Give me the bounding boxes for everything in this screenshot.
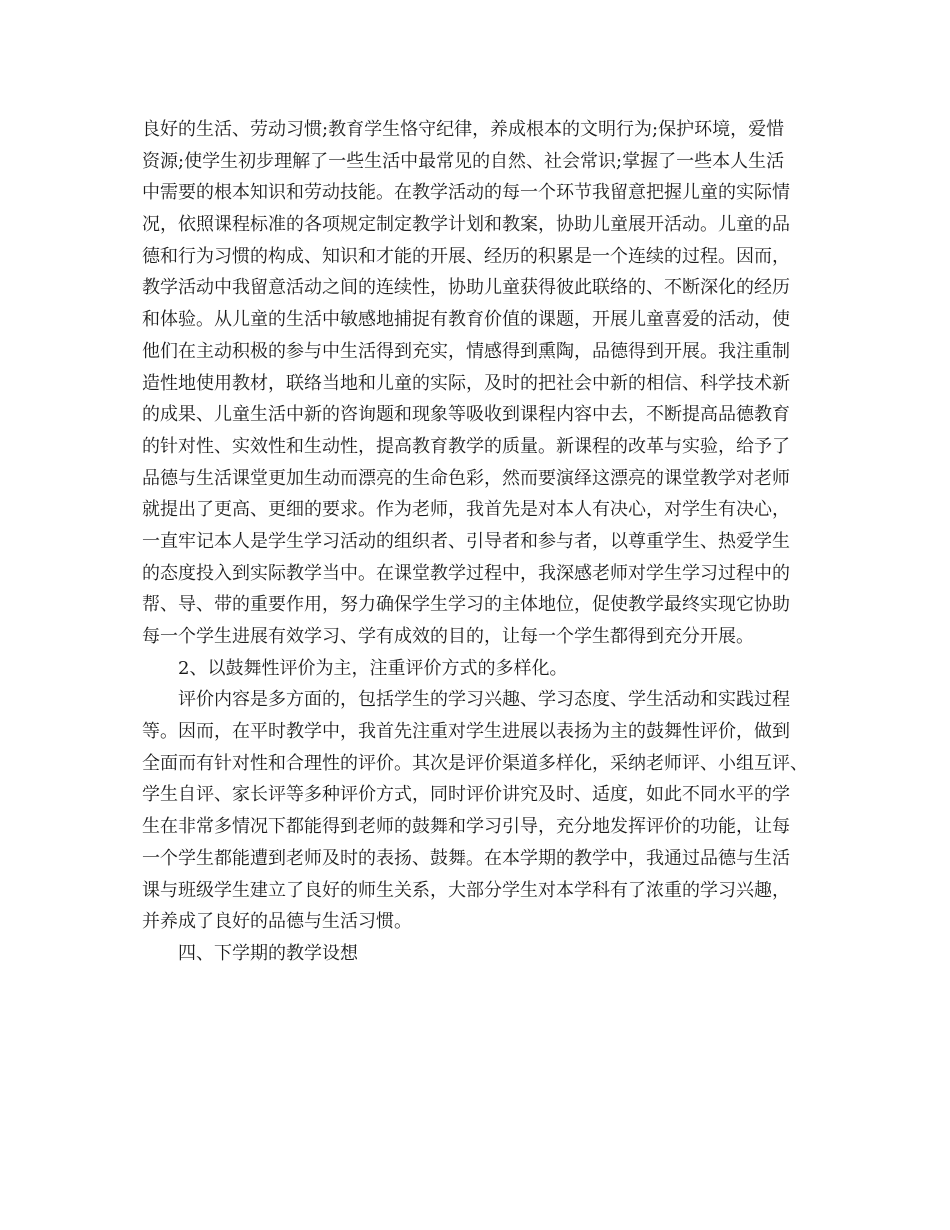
- text-line: 的针对性、实效性和生动性，提高教育教学的质量。新课程的改革与实验，给予了: [142, 435, 790, 457]
- text-line: 和体验。从儿童的生活中敏感地捕捉有教育价值的课题，开展儿童喜爱的活动，使: [142, 309, 790, 331]
- text-line: 2、以鼓舞性评价为主，注重评价方式的多样化。: [178, 657, 568, 679]
- text-line: 学生自评、家长评等多种评价方式，同时评价讲究及时、适度，如此不同水平的学: [142, 784, 790, 806]
- body-text: [142, 114, 822, 970]
- text-line: 并养成了良好的品德与生活习惯。: [142, 911, 412, 933]
- text-line: 就提出了更高、更细的要求。作为老师，我首先是对本人有决心，对学生有决心，: [142, 499, 790, 521]
- text-line: 造性地使用教材，联络当地和儿童的实际，及时的把社会中新的相信、科学技术新: [142, 372, 790, 394]
- text-line: 一个学生都能遭到老师及时的表扬、鼓舞。在本学期的教学中，我通过品德与生活: [142, 847, 790, 869]
- text-line: 生在非常多情况下都能得到老师的鼓舞和学习引导，充分地发挥评价的功能，让每: [142, 816, 790, 838]
- text-line: 中需要的根本知识和劳动技能。在教学活动的每一个环节我留意把握儿童的实际情: [142, 182, 790, 204]
- text-line: 教学活动中我留意活动之间的连续性，协助儿童获得彼此联络的、不断深化的经历: [142, 277, 790, 299]
- text-line: 课与班级学生建立了良好的师生关系，大部分学生对本学科有了浓重的学习兴趣，: [142, 879, 790, 901]
- text-line: 等。因而，在平时教学中，我首先注重对学生进展以表扬为主的鼓舞性评价，做到: [142, 721, 790, 743]
- text-line: 全面而有针对性和合理性的评价。其次是评价渠道多样化，采纳老师评、小组互评、: [142, 752, 808, 774]
- text-line: 帮、导、带的重要作用，努力确保学生学习的主体地位，促使教学最终实现它协助: [142, 594, 790, 616]
- text-line: 的态度投入到实际教学当中。在课堂教学过程中，我深感老师对学生学习过程中的: [142, 562, 790, 584]
- text-line: 的成果、儿童生活中新的咨询题和现象等吸收到课程内容中去，不断提高品德教育: [142, 404, 790, 426]
- text-line: 资源;使学生初步理解了一些生活中最常见的自然、社会常识;掌握了一些本人生活: [142, 150, 785, 172]
- text-line: 评价内容是多方面的，包括学生的学习兴趣、学习态度、学生活动和实践过程: [178, 689, 790, 711]
- text-line: 德和行为习惯的构成、知识和才能的开展、经历的积累是一个连续的过程。因而，: [142, 245, 790, 267]
- text-line: 况，依照课程标准的各项规定制定教学计划和教案，协助儿童展开活动。儿童的品: [142, 214, 790, 236]
- text-line: 每一个学生进展有效学习、学有成效的目的，让每一个学生都得到充分开展。: [142, 626, 754, 647]
- text-line: 良好的生活、劳动习惯;教育学生恪守纪律，养成根本的文明行为;保护环境，爱惜: [142, 119, 785, 140]
- text-line: 他们在主动积极的参与中生活得到充实，情感得到熏陶，品德得到开展。我注重制: [142, 340, 790, 362]
- text-line: 一直牢记本人是学生学习活动的组织者、引导者和参与者，以尊重学生、热爱学生: [142, 530, 790, 552]
- text-line: 四、下学期的教学设想: [178, 942, 358, 964]
- text-line: 品德与生活课堂更加生动而漂亮的生命色彩，然而要演绎这漂亮的课堂教学对老师: [142, 467, 790, 489]
